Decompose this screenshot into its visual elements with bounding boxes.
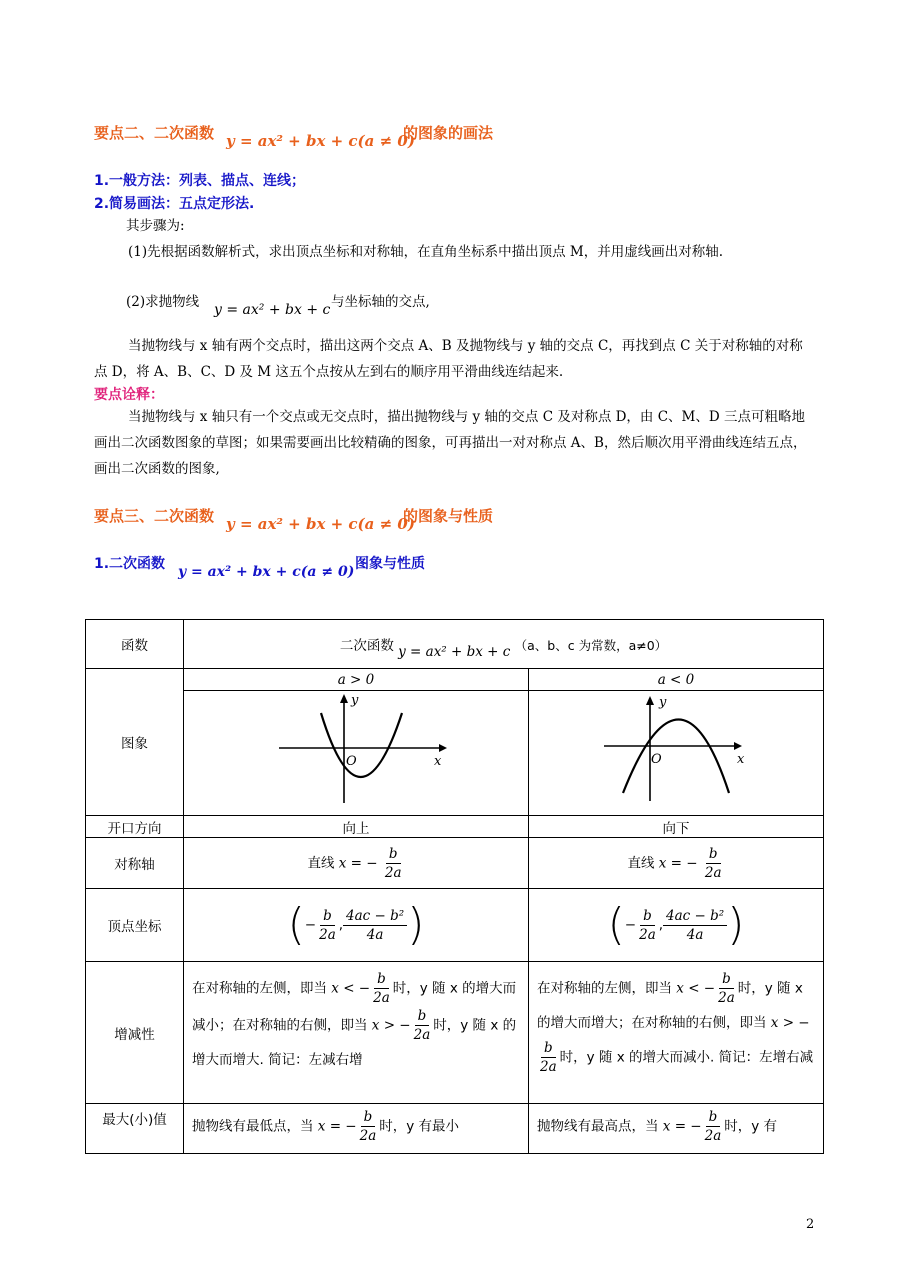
open-positive: 向上 xyxy=(184,816,529,838)
steps-intro: 其步骤为: xyxy=(126,218,185,234)
mono-text: 在对称轴的左侧，即当 xyxy=(537,980,672,997)
origin-label: O xyxy=(651,752,662,767)
section2-title-suffix: 的图象的画法 xyxy=(403,124,494,142)
row-head-open: 开口方向 xyxy=(86,816,184,838)
y-axis-arrow xyxy=(340,694,348,703)
mono-text: 时，y 随 x 的增大而减小. 简记：左增右减 xyxy=(559,1049,814,1066)
properties-table xyxy=(85,619,824,1154)
x-axis-arrow xyxy=(734,742,742,750)
table-row-axis xyxy=(86,838,824,889)
cond-negative: a < 0 xyxy=(529,669,824,691)
y-axis-label: y xyxy=(351,693,359,708)
section2-heading xyxy=(94,122,214,143)
note-label: 要点诠释： xyxy=(94,387,164,403)
parabola-down-diagram xyxy=(529,691,823,811)
x-axis-arrow xyxy=(439,744,447,752)
vertex-frac-2: $\frac{\text{4ac − b²}}{4a}$ xyxy=(343,907,407,944)
table-row-max xyxy=(86,1104,824,1154)
vertex-positive: (− $\frac{b}{2a}$ , $\frac{\text{4ac − b²}}{4a}$ ) xyxy=(184,889,529,962)
note-text: 当抛物线与 x 轴只有一个交点或无交点时，描出抛物线与 y 轴的交点 C 及对称点 D，由 C、M、D 三点可粗略地画出二次函数图象的草图；如果需要画出比较精确的图象，可再描出一对对称点 A、B，然后顺次用平滑曲线连结五点，画出二次函数的图象, xyxy=(94,409,807,477)
mono-text: 时，y 随 x 的增大而增大；在对称轴的右侧，即当 xyxy=(537,980,803,1031)
max-text: 抛物线有最高点，当 xyxy=(537,1118,659,1135)
axis-x-eq: x = − xyxy=(658,855,698,871)
mono-positive: 在对称轴的左侧，即当 x < − $\frac{b}{2a}$ 时，y 随 x 的增大而减小；在对称轴的右侧，即当 x > − $\frac{b}{2a}$ 时，y 随 x 的增大而增大. 简记：左减右增 xyxy=(184,962,529,1104)
max-text: 时，y 有最小 xyxy=(379,1118,460,1135)
section3-title-prefix: 要点三、二次函数 xyxy=(94,507,215,525)
step-1: (1)先根据函数解析式，求出顶点坐标和对称轴，在直角坐标系中描出顶点 M，并用虚线画出对称轴. xyxy=(128,244,724,260)
function-note: （a、b、c 为常数，a≠0） xyxy=(514,638,668,653)
table-row-vertex xyxy=(86,889,824,962)
x-axis-label: x xyxy=(737,752,745,767)
axis-fraction: $\frac{b}{2a}$ xyxy=(704,845,722,881)
axis-negative xyxy=(529,838,824,889)
graph-down-cell xyxy=(529,691,824,816)
cond-positive: a > 0 xyxy=(184,669,529,691)
step-2-prefix: (2)求抛物线 xyxy=(126,294,200,310)
max-text: 时，y 有 xyxy=(724,1118,778,1135)
row-head-graph: 图象 xyxy=(86,669,184,816)
x-axis-label: x xyxy=(434,754,442,769)
method-item-2: 2.简易画法：五点定形法. xyxy=(94,196,255,212)
sub1-suffix: 图象与性质 xyxy=(355,556,425,572)
parabola-down-curve xyxy=(623,720,729,794)
mono-text: 时，y 随 x 的增大而增大. 简记：左减右增 xyxy=(192,1017,517,1068)
open-negative: 向下 xyxy=(529,816,824,838)
vertex-frac-2: $\frac{\text{4ac − b²}}{4a}$ xyxy=(663,907,727,944)
vertex-negative: (− $\frac{b}{2a}$ , $\frac{\text{4ac − b²}}{4a}$ ) xyxy=(529,889,824,962)
axis-positive xyxy=(184,838,529,889)
mono-text: 在对称轴的左侧，即当 xyxy=(192,980,327,997)
mono-negative: 在对称轴的左侧，即当 x < − $\frac{b}{2a}$ 时，y 随 x 的增大而增大；在对称轴的右侧，即当 x > − $\frac{b}{2a}$ 时，y 随 x 的增大而减小. 简记：左增右减 xyxy=(529,962,824,1104)
table-row-condition xyxy=(86,669,824,691)
function-prefix: 二次函数 xyxy=(339,638,394,654)
sub1-formula: y = ax² + bx + c(a ≠ 0) xyxy=(178,564,355,580)
axis-fraction: $\frac{b}{2a}$ xyxy=(384,845,402,881)
table-row-graph xyxy=(86,691,824,816)
row-head-vertex: 顶点坐标 xyxy=(86,889,184,962)
max-text: 抛物线有最低点，当 xyxy=(192,1118,314,1135)
mono-text: 时，y 随 x 的增大而减小；在对称轴的右侧，即当 xyxy=(192,980,517,1034)
origin-label: O xyxy=(346,754,357,769)
y-axis-arrow xyxy=(646,696,654,705)
parabola-up-curve xyxy=(321,713,402,777)
step-2-formula: y = ax² + bx + c xyxy=(214,302,331,318)
page-number: 2 xyxy=(806,1217,815,1232)
section2-title-prefix: 要点二、二次函数 xyxy=(94,124,215,142)
parabola-up-diagram xyxy=(184,691,528,811)
sub1-prefix: 1.二次函数 xyxy=(94,556,166,572)
method-item-1: 1.一般方法：列表、描点、连线； xyxy=(94,173,306,189)
max-negative: 抛物线有最高点，当 x = − $\frac{b}{2a}$ 时，y 有 xyxy=(529,1104,824,1154)
step-paragraph: 当抛物线与 x 轴有两个交点时，描出这两个交点 A、B 及抛物线与 y 轴的交点 C，再找到点 C 关于对称轴的对称点 D，将 A、B、C、D 及 M 这五个点按从左到右的顺序用平滑曲线连结起来. xyxy=(94,338,803,380)
y-axis-label: y xyxy=(659,695,667,710)
row-head-max: 最大(小)值 xyxy=(86,1104,184,1154)
step-2-suffix: 与坐标轴的交点, xyxy=(331,294,430,310)
axis-prefix: 直线 xyxy=(307,855,335,871)
axis-prefix: 直线 xyxy=(627,855,655,871)
max-positive: 抛物线有最低点，当 x = − $\frac{b}{2a}$ 时，y 有最小 xyxy=(184,1104,529,1154)
table-row-function xyxy=(86,620,824,669)
row-head-monotonic: 增减性 xyxy=(86,962,184,1104)
table-row-monotonic xyxy=(86,962,824,1104)
vertex-frac-1: $\frac{b}{2a}$ xyxy=(639,907,656,943)
row-head-function: 函数 xyxy=(86,620,184,669)
function-formula: y = ax² + bx + c xyxy=(398,644,511,660)
function-cell xyxy=(184,620,824,669)
vertex-frac-1: $\frac{b}{2a}$ xyxy=(319,907,336,943)
axis-x-eq: x = − xyxy=(338,855,378,871)
section3-formula: y = ax² + bx + c(a ≠ 0) xyxy=(226,515,415,533)
row-head-axis: 对称轴 xyxy=(86,838,184,889)
section2-formula: y = ax² + bx + c(a ≠ 0) xyxy=(226,132,415,150)
table-row-open xyxy=(86,816,824,838)
section3-title-suffix: 的图象与性质 xyxy=(403,507,494,525)
graph-up-cell xyxy=(184,691,529,816)
